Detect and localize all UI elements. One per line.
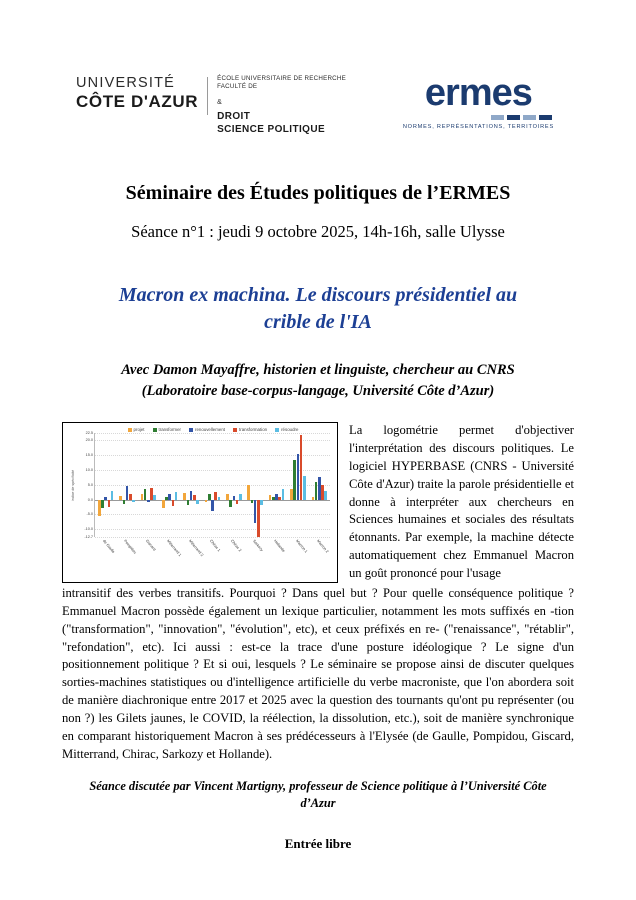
- chart-y-tick-label: -5.0: [86, 512, 93, 517]
- chart-bar: [239, 494, 242, 500]
- chart-y-tick-label: 10.0: [85, 467, 93, 472]
- chart-legend-label: transformation: [239, 427, 268, 433]
- chart-bar-group: [159, 433, 180, 537]
- chart-legend-item: [233, 427, 267, 432]
- ermes-logo: [403, 74, 568, 130]
- chart-bar: [293, 460, 296, 500]
- talk-title-line-1: Macron ex machina. Le discours présidentiel au: [118, 284, 518, 307]
- chart-legend-label: renouvellement: [194, 427, 226, 433]
- talk-title: [58, 282, 578, 336]
- chart-legend-item: [275, 427, 298, 432]
- chart-bar: [208, 494, 211, 500]
- chart-bar: [108, 500, 111, 507]
- chart-bar: [297, 454, 300, 500]
- chart-bar: [101, 500, 104, 509]
- chart-x-tick: [201, 537, 222, 571]
- abstract-top-row: [62, 422, 574, 583]
- chart-legend-item: [189, 427, 225, 432]
- uca-science-politique-line: SCIENCE POLITIQUE: [217, 123, 326, 135]
- ermes-wordmark: ermes: [424, 72, 532, 114]
- chart-bar-group: [202, 433, 223, 537]
- chart-bar: [111, 491, 114, 500]
- chart-x-tick: [287, 537, 308, 571]
- logo-row: [58, 0, 578, 136]
- chart-legend-label: résoudre: [281, 427, 299, 433]
- chart-x-tick: [244, 537, 265, 571]
- chart-legend-swatch-icon: [275, 428, 279, 432]
- chart-bar: [144, 489, 147, 499]
- chart-x-tick: [137, 537, 158, 571]
- chart-bar: [205, 500, 208, 503]
- specificity-chart: [62, 422, 338, 583]
- chart-y-tick-label: 22.5: [85, 431, 93, 436]
- chart-bar: [196, 500, 199, 504]
- chart-bar-group: [245, 433, 266, 537]
- discussant-line: Séance discutée par Vincent Martigny, professeur de Science politique à l’Université Côte d’Azur: [89, 778, 547, 811]
- chart-legend-item: [128, 427, 145, 432]
- chart-bar-group: [266, 433, 287, 537]
- chart-x-tick: [266, 537, 287, 571]
- chart-x-tick-label: Sarkozy: [251, 539, 264, 553]
- uca-faculte-line: FACULTÉ DE: [217, 82, 258, 90]
- chart-bar: [119, 496, 122, 500]
- chart-bar: [165, 497, 168, 500]
- chart-y-tick-label: 5.0: [87, 482, 93, 487]
- chart-bar: [147, 500, 150, 503]
- chart-legend-swatch-icon: [153, 428, 157, 432]
- ermes-bar-4: [539, 115, 552, 120]
- chart-bar: [211, 500, 214, 512]
- chart-bar: [126, 486, 129, 499]
- chart-bar: [226, 494, 229, 499]
- chart-bar: [168, 494, 171, 499]
- talk-author: [58, 360, 578, 402]
- chart-y-tick-label: 20.0: [85, 438, 93, 443]
- chart-bar-group: [116, 433, 137, 537]
- chart-bar: [282, 489, 285, 499]
- chart-bar: [132, 500, 135, 503]
- chart-bar: [269, 495, 272, 499]
- session-line: Séance n°1 : jeudi 9 octobre 2025, 14h-16h, salle Ulysse: [131, 222, 505, 242]
- chart-bar-group: [309, 433, 330, 537]
- chart-legend-swatch-icon: [128, 428, 132, 432]
- chart-bars: [95, 433, 330, 537]
- chart-x-tick-label: Macron 2: [316, 539, 330, 554]
- chart-bar: [141, 494, 144, 500]
- chart-bar: [275, 494, 278, 500]
- chart-bar-group: [138, 433, 159, 537]
- chart-plot-area: [71, 431, 330, 540]
- uca-faculty-text: [217, 74, 346, 136]
- chart-y-tick-label: 15.0: [85, 453, 93, 458]
- chart-bar: [98, 500, 101, 516]
- chart-bar: [324, 491, 327, 500]
- abstract-right-column: La logométrie permet d'objectiver l'interprétation des discours politiques. Le logiciel HYPERBASE (CNRS - Université Côte d'Azur) traite la parole présidentielle et donne à interpréter aux chercheurs en Sciences humaines et sociales des résultats étonnants. Par exemple, la machine détecte automatiquement chez Emmanuel Macron un goût prononcé pour l'usage: [349, 423, 574, 581]
- chart-x-tick-label: Chirac 2: [230, 539, 243, 553]
- uca-ampersand: &: [217, 99, 222, 107]
- chart-legend: [66, 427, 334, 432]
- chart-canvas: [66, 427, 334, 575]
- chart-y-axis-label: indice de spécificité: [71, 469, 75, 501]
- talk-author-line-2: (Laboratoire base-corpus-langage, Université Côte d’Azur): [141, 383, 495, 400]
- chart-bar: [303, 476, 306, 500]
- uca-university-line: UNIVERSITÉ: [76, 75, 176, 91]
- chart-x-tick-label: Chirac 1: [208, 539, 222, 553]
- chart-x-tick-label: Mitterrand 1: [166, 539, 183, 558]
- abstract-continued: intransitif des verbes transitifs. Pourquoi ? Dans quel but ? Pour quelle conséquence politique ? Emmanuel Macron possède également un lexique particulier, notamment les mots suffixés en -tion ("transformation", "innovation", "évolution", etc), et ceux préfixés en re- ("renaissance", "rétablir", "refondation", etc). Ici aussi : est-ce la trace d'une posture idéologique ? Le signe d'un positionnement politique ? Et si oui, lesquels ? Le séminaire se propose ainsi de discuter quelques sorties-machines statistiques ou d'intelligence artificielle du verbe macroniste, que l'on abordera soit de manière diachronique entre 2017 et 2025 avec la question des tournants qu'ont pu représenter (ou non ?) les Gilets jaunes, le COVID, la réélection, la dissolution, etc.), soit de manière synchronique en comparant historiquement Macron à ses prédécesseurs à l'Elysée (de Gaulle, Pompidou, Giscard, Mitterrand, Chirac, Sarkozy et Hollande).: [62, 585, 574, 761]
- chart-bar: [104, 497, 107, 500]
- chart-bar: [175, 492, 178, 499]
- chart-bar: [318, 477, 321, 499]
- chart-x-tick-label: de Gaulle: [101, 539, 116, 555]
- chart-bar: [218, 497, 221, 500]
- chart-bar: [247, 485, 250, 500]
- chart-legend-label: projet: [133, 427, 145, 433]
- chart-x-axis-labels: [94, 537, 330, 571]
- chart-bar: [312, 497, 315, 500]
- abstract-block: [58, 422, 578, 764]
- chart-legend-swatch-icon: [189, 428, 193, 432]
- uca-droit-line: DROIT: [217, 110, 251, 122]
- chart-x-tick: [309, 537, 330, 571]
- chart-bar: [251, 500, 254, 504]
- chart-legend-swatch-icon: [233, 428, 237, 432]
- chart-bar: [236, 500, 239, 504]
- chart-x-tick-label: Giscard: [144, 539, 157, 552]
- ermes-bar-3: [523, 115, 536, 120]
- chart-x-tick-label: Pompidou: [123, 539, 138, 555]
- chart-x-tick-label: Mitterrand 2: [187, 539, 204, 558]
- chart-bar: [153, 495, 156, 499]
- ermes-bar-1: [491, 115, 504, 120]
- chart-x-tick-label: Macron 1: [294, 539, 308, 554]
- chart-bar: [162, 500, 165, 509]
- chart-x-tick: [158, 537, 183, 571]
- chart-y-tick-label: -10.0: [84, 527, 93, 532]
- chart-y-tick-label: 0.0: [87, 497, 93, 502]
- page-title: Séminaire des Études politiques de l’ERMES: [125, 182, 511, 205]
- chart-legend-item: [153, 427, 181, 432]
- logo-divider: [207, 77, 208, 115]
- chart-x-tick-label: Hollande: [273, 539, 286, 554]
- chart-bar: [183, 493, 186, 500]
- chart-legend-label: transformer: [158, 427, 181, 433]
- chart-bar: [233, 496, 236, 500]
- talk-title-line-2: crible de l'IA: [264, 311, 372, 334]
- chart-bar: [315, 482, 318, 500]
- uca-cote-dazur-line: CÔTE D'AZUR: [76, 91, 199, 111]
- uca-eur-line: ÉCOLE UNIVERSITAIRE DE RECHERCHE: [217, 75, 346, 82]
- chart-bar: [187, 500, 190, 506]
- ermes-subtitle: NORMES, REPRÉSENTATIONS, TERRITOIRES: [402, 124, 554, 130]
- chart-x-tick: [180, 537, 204, 571]
- chart-bar: [190, 491, 193, 500]
- chart-bar: [172, 500, 175, 507]
- chart-x-tick: [223, 537, 244, 571]
- chart-bar: [260, 500, 263, 506]
- chart-bar: [272, 497, 275, 499]
- talk-author-line-1: Avec Damon Mayaffre, historien et linguiste, chercheur au CNRS: [121, 362, 515, 379]
- ermes-bars-icon: [403, 115, 554, 120]
- uca-logo: [76, 74, 346, 136]
- free-entry-line: Entrée libre: [284, 836, 352, 852]
- uca-logo-text: [76, 74, 198, 110]
- chart-x-tick: [115, 537, 136, 571]
- chart-bar: [290, 489, 293, 499]
- chart-bar-group: [287, 433, 308, 537]
- chart-bar: [229, 500, 232, 507]
- chart-y-tick-label: -12.7: [84, 535, 93, 540]
- chart-bar-group: [180, 433, 201, 537]
- chart-bar: [123, 500, 126, 504]
- chart-x-tick: [94, 537, 115, 571]
- ermes-bar-2: [507, 115, 520, 120]
- chart-bar: [254, 500, 257, 524]
- chart-bar-group: [95, 433, 116, 537]
- chart-bar-group: [223, 433, 244, 537]
